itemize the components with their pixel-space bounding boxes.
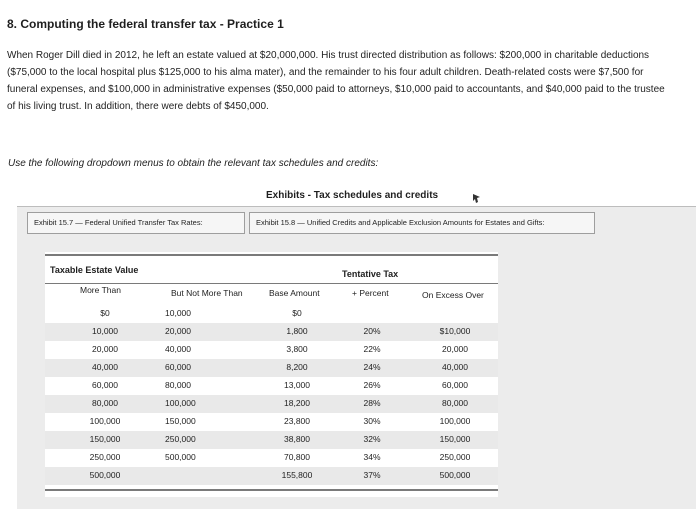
col-percent: + Percent [352,288,389,298]
col-but-not-more-than: But Not More Than [171,288,243,298]
table-row [45,323,498,341]
mouse-cursor-icon [472,193,482,205]
cell-excess-over: 500,000 [439,470,471,480]
col-base-amount: Base Amount [269,288,320,298]
col-on-excess-over: On Excess Over [422,290,484,300]
cell-excess-over: 100,000 [439,416,471,426]
cell-base-amount: 18,200 [284,398,310,408]
cell-percent: 37% [363,470,381,480]
cell-not-more-than: 10,000 [165,308,191,318]
cell-more-than: 150,000 [89,434,121,444]
table-row [45,413,498,431]
cell-not-more-than: 250,000 [165,434,196,444]
cell-excess-over: $10,000 [439,326,471,336]
taxable-estate-header: Taxable Estate Value [50,265,139,275]
table-top-rule [45,254,498,256]
cell-base-amount: 38,800 [284,434,310,444]
cell-more-than: 40,000 [92,362,118,372]
cell-not-more-than: 40,000 [165,344,191,354]
table-row [45,467,498,485]
table-row [45,305,498,323]
cell-excess-over: 250,000 [439,452,471,462]
instruction-text: Use the following dropdown menus to obtain the relevant tax schedules and credits: [8,158,379,169]
exhibit-15-7-tab[interactable]: Exhibit 15.7 — Federal Unified Transfer Tax Rates: [27,212,245,234]
cell-percent: 26% [363,380,381,390]
question-text-line: When Roger Dill died in 2012, he left an estate valued at $20,000,000. His trust directed distribution as follows: $200,000 in charitable deductions [7,50,650,61]
cell-not-more-than: 60,000 [165,362,191,372]
cell-base-amount: 70,800 [284,452,310,462]
cell-more-than: $0 [100,308,110,318]
cell-more-than: 80,000 [92,398,118,408]
tentative-tax-header: Tentative Tax [342,269,399,279]
table-row [45,359,498,377]
cell-more-than: 20,000 [92,344,118,354]
cell-excess-over: 40,000 [442,362,468,372]
cell-more-than: 250,000 [89,452,121,462]
cell-percent: 34% [363,452,381,462]
cell-base-amount: 3,800 [286,344,308,354]
cell-excess-over: 150,000 [439,434,471,444]
col-more-than: More Than [80,285,121,295]
exhibit-15-8-tab[interactable]: Exhibit 15.8 — Unified Credits and Applicable Exclusion Amounts for Estates and Gifts: [249,212,595,234]
question-text-line: of his living trust. In addition, there were debts of $450,000. [7,101,269,112]
table-row [45,431,498,449]
cell-not-more-than: 100,000 [165,398,196,408]
cell-base-amount: 1,800 [286,326,308,336]
cell-base-amount: 155,800 [281,470,313,480]
cell-excess-over: 20,000 [442,344,468,354]
cell-percent: 22% [363,344,381,354]
cell-percent: 32% [363,434,381,444]
cell-not-more-than: 150,000 [165,416,196,426]
exhibits-title: Exhibits - Tax schedules and credits [266,190,439,201]
cell-more-than: 500,000 [89,470,121,480]
cell-not-more-than: 20,000 [165,326,191,336]
table-row [45,341,498,359]
cell-excess-over: 80,000 [442,398,468,408]
cell-percent: 30% [363,416,381,426]
cell-more-than: 60,000 [92,380,118,390]
cell-base-amount: $0 [292,308,302,318]
cell-percent: 24% [363,362,381,372]
cell-percent: 20% [363,326,381,336]
cell-not-more-than: 500,000 [165,452,196,462]
question-text [7,47,695,115]
table-row [45,395,498,413]
cell-base-amount: 8,200 [286,362,308,372]
cell-more-than: 10,000 [92,326,118,336]
cell-not-more-than: 80,000 [165,380,191,390]
cell-more-than: 100,000 [89,416,121,426]
question-text-line: funeral expenses, and $100,000 in administrative expenses ($50,000 paid to attorneys, $10,000 paid to accountants, and $40,000 paid to the trustee [7,84,665,95]
question-text-line: ($75,000 to the local hospital plus $125,000 to his alma mater), and the remainder to his four adult children. Death-related costs were $7,500 for [7,67,644,78]
table-bottom-rule [45,489,498,491]
cell-base-amount: 13,000 [284,380,310,390]
cell-excess-over: 60,000 [442,380,468,390]
cell-base-amount: 23,800 [284,416,310,426]
question-title: 8. Computing the federal transfer tax - Practice 1 [7,17,284,31]
table-row [45,377,498,395]
table-row [45,449,498,467]
header-rule [45,283,498,284]
cell-percent: 28% [363,398,381,408]
